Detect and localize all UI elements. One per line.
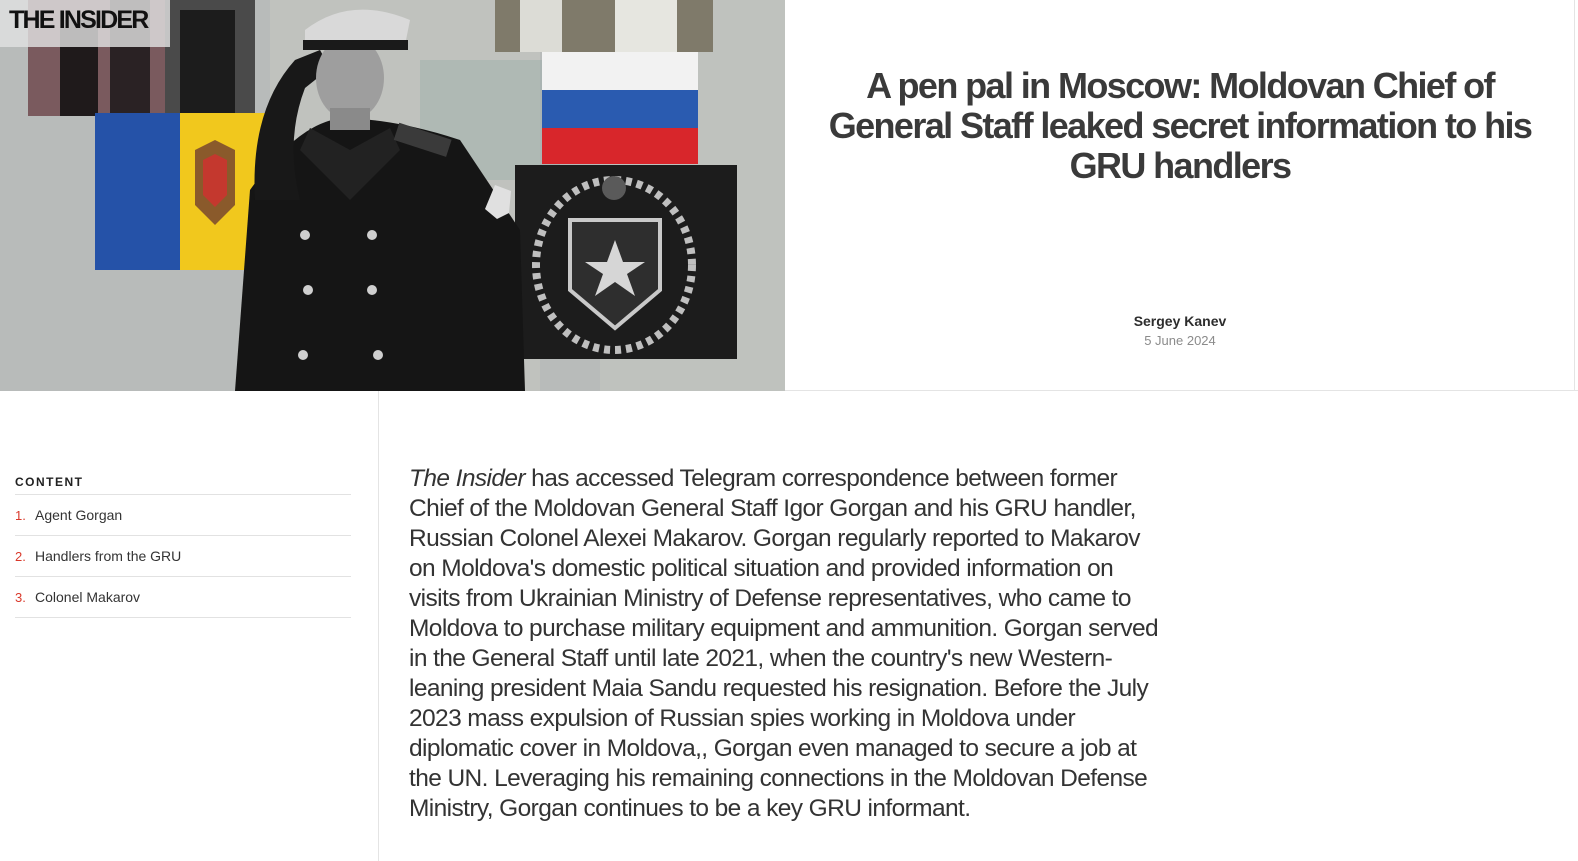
toc-title: CONTENT [15,475,84,489]
article-lead-paragraph [409,464,1169,824]
hero-text-panel [785,0,1575,391]
lead-paragraph [409,464,1169,824]
publication-name: The Insider [409,465,525,492]
article-date: 5 June 2024 [1144,333,1216,348]
russian-flag-image [542,52,698,164]
lead-text: has accessed Telegram correspondence between former Chief of the Moldovan General Staff Igor Gorgan and his GRU handler, Russian Colonel Alexei Makarov. Gorgan regularly reported to Makarov on Moldova's domestic political situation and provided information on visits from Ukrainian Ministry of Defense representatives, who came to Moldova to purchase military equipment and ammunition. Gorgan served in the General Staff until late 2021, when the country's new Western-leaning president Maia Sandu requested his resignation. Before the July 2023 mass expulsion of Russian spies working in Moldova under diplomatic cover in Moldova,, Gorgan even managed to secure a job at the UN. Leveraging his remaining connections in the Moldovan Defense Ministry, Gorgan continues to be a key GRU informant. [409,465,1159,822]
toc-item-number: 2. [15,548,26,564]
hero-collage [0,0,785,391]
gru-emblem-image [515,165,737,359]
toc-item-number: 3. [15,589,26,605]
toc-item-agent-gorgan[interactable] [15,495,351,536]
article-headline: A pen pal in Moscow: Moldovan Chief of General Staff leaked secret information to his GRU handlers [828,65,1532,186]
table-of-contents [0,391,379,861]
hero-image [0,0,785,391]
toc-item-colonel-makarov[interactable] [15,577,351,618]
toc-item-number: 1. [15,507,26,523]
toc-item-handlers-from-gru[interactable] [15,536,351,577]
site-logo[interactable]: THE INSIDER [0,0,170,47]
toc-item-label: Colonel Makarov [35,589,141,605]
toc-item-label: Agent Gorgan [35,507,123,523]
article-author[interactable]: Sergey Kanev [1133,313,1227,329]
toc-item-label: Handlers from the GRU [35,548,182,564]
article-hero [0,0,1578,391]
toc-list [15,494,351,618]
